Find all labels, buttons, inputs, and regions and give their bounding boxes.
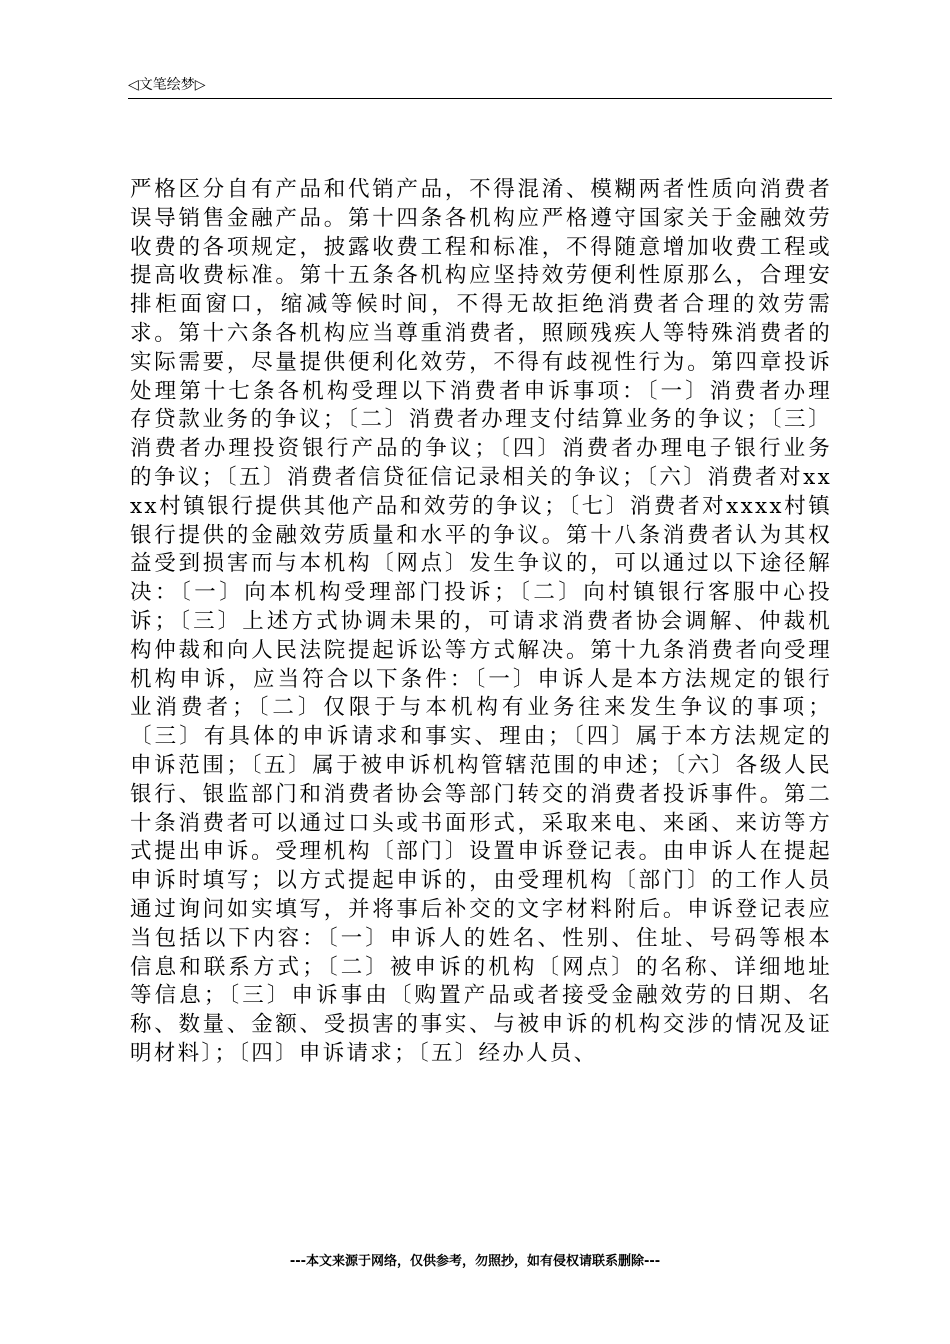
page-header bbox=[128, 72, 832, 99]
header-title: ◁文笔绘梦▷ bbox=[128, 77, 206, 93]
page-footer-disclaimer: ---本文来源于网络，仅供参考，勿照抄，如有侵权请联系删除--- bbox=[289, 1254, 661, 1269]
document-body-text: 严格区分自有产品和代销产品，不得混淆、模糊两者性质向消费者误导销售金融产品。第十四条各机构应严格遵守国家关于金融效劳收费的各项规定，披露收费工程和标准，不得随意增加收费工程或提高收费标准。第十五条各机构应坚持效劳便利性原那么，合理安排柜面窗口，缩减等候时间，不得无故拒绝消费者合理的效劳需求。第十六条各机构应当尊重消费者，照顾残疾人等特殊消费者的实际需要，尽量提供便利化效劳，不得有歧视性行为。第四章投诉处理第十七条各机构受理以下消费者申诉事项：〔一〕消费者办理存贷款业务的争议；〔二〕消费者办理支付结算业务的争议；〔三〕消费者办理投资银行产品的争议；〔四〕消费者办理电子银行业务的争议；〔五〕消费者信贷征信记录相关的争议；〔六〕消费者对xxxx村镇银行提供其他产品和效劳的争议；〔七〕消费者对xxxx村镇银行提供的金融效劳质量和水平的争议。第十八条消费者认为其权益受到损害而与本机构〔网点〕发生争议的，可以通过以下途径解决：〔一〕向本机构受理部门投诉；〔二〕向村镇银行客服中心投诉；〔三〕上述方式协调未果的，可请求消费者协会调解、仲裁机构仲裁和向人民法院提起诉讼等方式解决。第十九条消费者向受理机构申诉，应当符合以下条件：〔一〕申诉人是本方法规定的银行业消费者；〔二〕仅限于与本机构有业务往来发生争议的事项；〔三〕有具体的申诉请求和事实、理由；〔四〕属于本方法规定的申诉范围；〔五〕属于被申诉机构管辖范围的申述；〔六〕各级人民银行、银监部门和消费者协会等部门转交的消费者投诉事件。第二十条消费者可以通过口头或书面形式，采取来电、来函、来访等方式提出申诉。受理机构〔部门〕设置申诉登记表。由申诉人在提起申诉时填写；以方式提起申诉的，由受理机构〔部门〕的工作人员通过询问如实填写，并将事后补交的文字材料附后。申诉登记表应当包括以下内容：〔一〕申诉人的姓名、性别、住址、号码等根本信息和联系方式；〔二〕被申诉的机构〔网点〕的名称、详细地址等信息；〔三〕申诉事由〔购置产品或者接受金融效劳的日期、名称、数量、金额、受损害的事实、与被申诉的机构交涉的情况及证明材料〕；〔四〕申诉请求；〔五〕经办人员、 bbox=[130, 177, 832, 1066]
